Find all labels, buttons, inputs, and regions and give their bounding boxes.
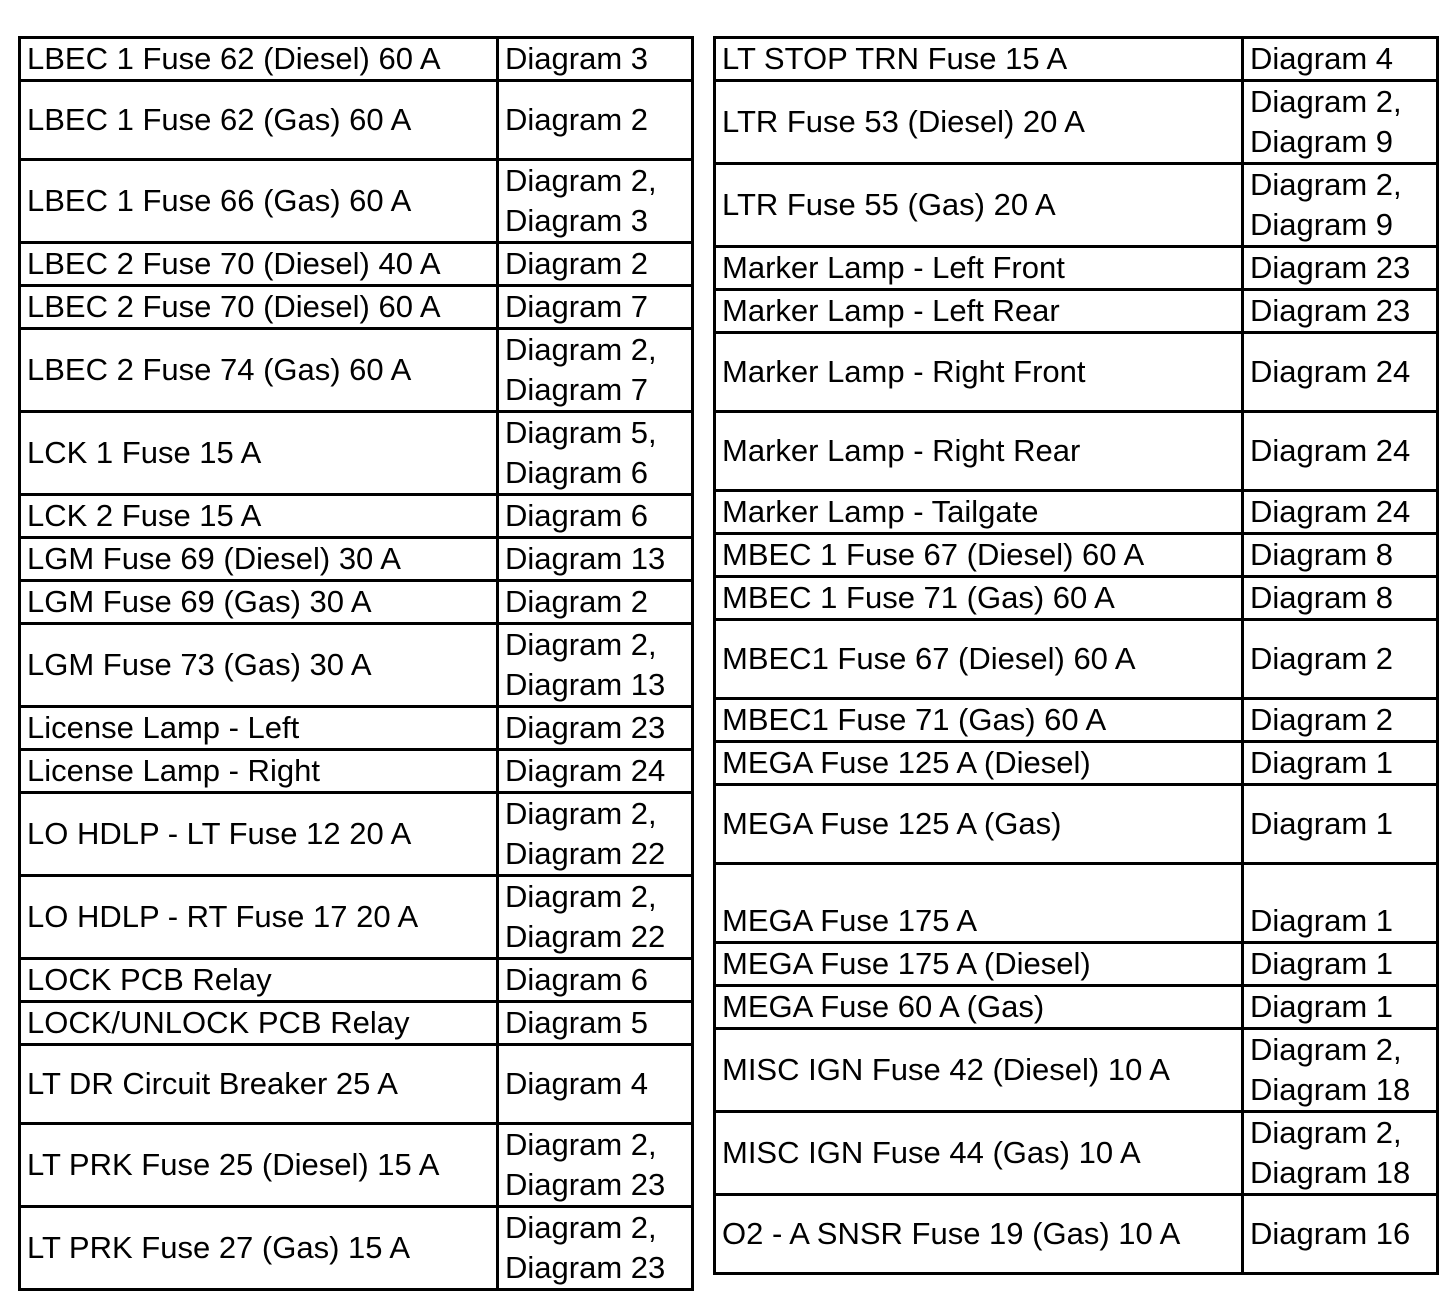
table-row <box>20 1124 693 1207</box>
diagram-ref-cell: Diagram 23 <box>498 707 693 750</box>
table-row <box>715 1112 1438 1195</box>
item-cell: LT STOP TRN Fuse 15 A <box>715 38 1243 81</box>
diagram-ref-cell: Diagram 23 <box>1243 290 1438 333</box>
table-row <box>715 620 1438 699</box>
item-cell: LOCK/UNLOCK PCB Relay <box>20 1002 498 1045</box>
diagram-ref-cell: Diagram 24 <box>1243 491 1438 534</box>
item-cell: MEGA Fuse 60 A (Gas) <box>715 986 1243 1029</box>
item-cell: LGM Fuse 73 (Gas) 30 A <box>20 624 498 707</box>
diagram-ref-cell: Diagram 2, Diagram 7 <box>498 329 693 412</box>
item-cell: MISC IGN Fuse 42 (Diesel) 10 A <box>715 1029 1243 1112</box>
table-row <box>20 495 693 538</box>
table-row <box>715 164 1438 247</box>
item-cell: LGM Fuse 69 (Gas) 30 A <box>20 581 498 624</box>
diagram-ref-cell: Diagram 2, Diagram 18 <box>1243 1029 1438 1112</box>
item-cell: Marker Lamp - Right Front <box>715 333 1243 412</box>
item-cell: LT PRK Fuse 27 (Gas) 15 A <box>20 1207 498 1290</box>
table-row <box>20 243 693 286</box>
diagram-ref-cell: Diagram 2 <box>1243 699 1438 742</box>
diagram-ref-cell: Diagram 1 <box>1243 785 1438 864</box>
diagram-ref-cell: Diagram 13 <box>498 538 693 581</box>
item-cell: MBEC 1 Fuse 71 (Gas) 60 A <box>715 577 1243 620</box>
table-row <box>20 707 693 750</box>
table-row <box>715 1029 1438 1112</box>
table-row <box>20 412 693 495</box>
item-cell: MEGA Fuse 175 A (Diesel) <box>715 943 1243 986</box>
item-cell: Marker Lamp - Right Rear <box>715 412 1243 491</box>
diagram-ref-cell: Diagram 2, Diagram 23 <box>498 1124 693 1207</box>
table-row <box>715 577 1438 620</box>
diagram-ref-cell: Diagram 2, Diagram 22 <box>498 793 693 876</box>
item-cell: LTR Fuse 55 (Gas) 20 A <box>715 164 1243 247</box>
table-row <box>715 38 1438 81</box>
diagram-ref-cell: Diagram 2, Diagram 18 <box>1243 1112 1438 1195</box>
diagram-ref-cell: Diagram 2, Diagram 9 <box>1243 81 1438 164</box>
item-cell: LO HDLP - LT Fuse 12 20 A <box>20 793 498 876</box>
diagram-ref-cell: Diagram 5, Diagram 6 <box>498 412 693 495</box>
item-cell: License Lamp - Left <box>20 707 498 750</box>
item-cell: LBEC 1 Fuse 62 (Gas) 60 A <box>20 81 498 160</box>
diagram-ref-cell: Diagram 2, Diagram 22 <box>498 876 693 959</box>
table-row <box>715 742 1438 785</box>
diagram-ref-cell: Diagram 24 <box>1243 412 1438 491</box>
table-row <box>20 876 693 959</box>
diagram-ref-cell: Diagram 2 <box>498 581 693 624</box>
diagram-ref-cell: Diagram 1 <box>1243 943 1438 986</box>
diagram-ref-cell: Diagram 1 <box>1243 986 1438 1029</box>
item-cell: MEGA Fuse 125 A (Gas) <box>715 785 1243 864</box>
table-row <box>715 699 1438 742</box>
item-cell: MEGA Fuse 125 A (Diesel) <box>715 742 1243 785</box>
table-row <box>20 38 693 81</box>
item-cell: MISC IGN Fuse 44 (Gas) 10 A <box>715 1112 1243 1195</box>
item-cell: MBEC1 Fuse 71 (Gas) 60 A <box>715 699 1243 742</box>
item-cell: LT DR Circuit Breaker 25 A <box>20 1045 498 1124</box>
table-row <box>20 286 693 329</box>
diagram-ref-cell: Diagram 2 <box>1243 620 1438 699</box>
right-index-table <box>713 36 1439 1275</box>
table-row <box>715 534 1438 577</box>
item-cell: LCK 2 Fuse 15 A <box>20 495 498 538</box>
item-cell: LBEC 1 Fuse 66 (Gas) 60 A <box>20 160 498 243</box>
table-row <box>715 333 1438 412</box>
item-cell: LT PRK Fuse 25 (Diesel) 15 A <box>20 1124 498 1207</box>
item-cell: LBEC 1 Fuse 62 (Diesel) 60 A <box>20 38 498 81</box>
table-row <box>715 785 1438 864</box>
diagram-ref-cell: Diagram 5 <box>498 1002 693 1045</box>
table-row <box>715 1195 1438 1274</box>
item-cell: LBEC 2 Fuse 74 (Gas) 60 A <box>20 329 498 412</box>
diagram-ref-cell: Diagram 6 <box>498 959 693 1002</box>
item-cell: LBEC 2 Fuse 70 (Diesel) 60 A <box>20 286 498 329</box>
diagram-ref-cell: Diagram 1 <box>1243 864 1438 943</box>
diagram-ref-cell: Diagram 2, Diagram 9 <box>1243 164 1438 247</box>
table-row <box>715 81 1438 164</box>
table-row <box>20 329 693 412</box>
diagram-ref-cell: Diagram 2, Diagram 23 <box>498 1207 693 1290</box>
table-row <box>20 624 693 707</box>
item-cell: LTR Fuse 53 (Diesel) 20 A <box>715 81 1243 164</box>
item-cell: LO HDLP - RT Fuse 17 20 A <box>20 876 498 959</box>
diagram-ref-cell: Diagram 8 <box>1243 534 1438 577</box>
table-row <box>715 943 1438 986</box>
table-row <box>20 1002 693 1045</box>
item-cell: O2 - A SNSR Fuse 19 (Gas) 10 A <box>715 1195 1243 1274</box>
diagram-ref-cell: Diagram 2 <box>498 243 693 286</box>
diagram-ref-cell: Diagram 2 <box>498 81 693 160</box>
item-cell: LGM Fuse 69 (Diesel) 30 A <box>20 538 498 581</box>
left-index-table <box>18 36 694 1291</box>
table-row <box>20 160 693 243</box>
table-row <box>715 986 1438 1029</box>
table-row <box>20 750 693 793</box>
diagram-ref-cell: Diagram 6 <box>498 495 693 538</box>
diagram-ref-cell: Diagram 2, Diagram 3 <box>498 160 693 243</box>
item-cell: MBEC1 Fuse 67 (Diesel) 60 A <box>715 620 1243 699</box>
table-row <box>715 412 1438 491</box>
diagram-ref-cell: Diagram 8 <box>1243 577 1438 620</box>
item-cell: LCK 1 Fuse 15 A <box>20 412 498 495</box>
table-row <box>715 247 1438 290</box>
diagram-ref-cell: Diagram 3 <box>498 38 693 81</box>
diagram-ref-cell: Diagram 4 <box>1243 38 1438 81</box>
table-row <box>715 290 1438 333</box>
item-cell: MBEC 1 Fuse 67 (Diesel) 60 A <box>715 534 1243 577</box>
table-row <box>20 1207 693 1290</box>
table-row <box>20 581 693 624</box>
table-row <box>20 959 693 1002</box>
table-row <box>20 81 693 160</box>
table-row <box>20 793 693 876</box>
item-cell: Marker Lamp - Left Rear <box>715 290 1243 333</box>
item-cell: LOCK PCB Relay <box>20 959 498 1002</box>
table-row <box>20 1045 693 1124</box>
item-cell: Marker Lamp - Left Front <box>715 247 1243 290</box>
diagram-ref-cell: Diagram 23 <box>1243 247 1438 290</box>
diagram-ref-cell: Diagram 7 <box>498 286 693 329</box>
table-row <box>715 864 1438 943</box>
table-row <box>715 491 1438 534</box>
diagram-ref-cell: Diagram 24 <box>1243 333 1438 412</box>
diagram-ref-cell: Diagram 1 <box>1243 742 1438 785</box>
item-cell: LBEC 2 Fuse 70 (Diesel) 40 A <box>20 243 498 286</box>
diagram-ref-cell: Diagram 16 <box>1243 1195 1438 1274</box>
diagram-ref-cell: Diagram 2, Diagram 13 <box>498 624 693 707</box>
item-cell: Marker Lamp - Tailgate <box>715 491 1243 534</box>
diagram-ref-cell: Diagram 4 <box>498 1045 693 1124</box>
table-row <box>20 538 693 581</box>
item-cell: MEGA Fuse 175 A <box>715 864 1243 943</box>
diagram-ref-cell: Diagram 24 <box>498 750 693 793</box>
item-cell: License Lamp - Right <box>20 750 498 793</box>
